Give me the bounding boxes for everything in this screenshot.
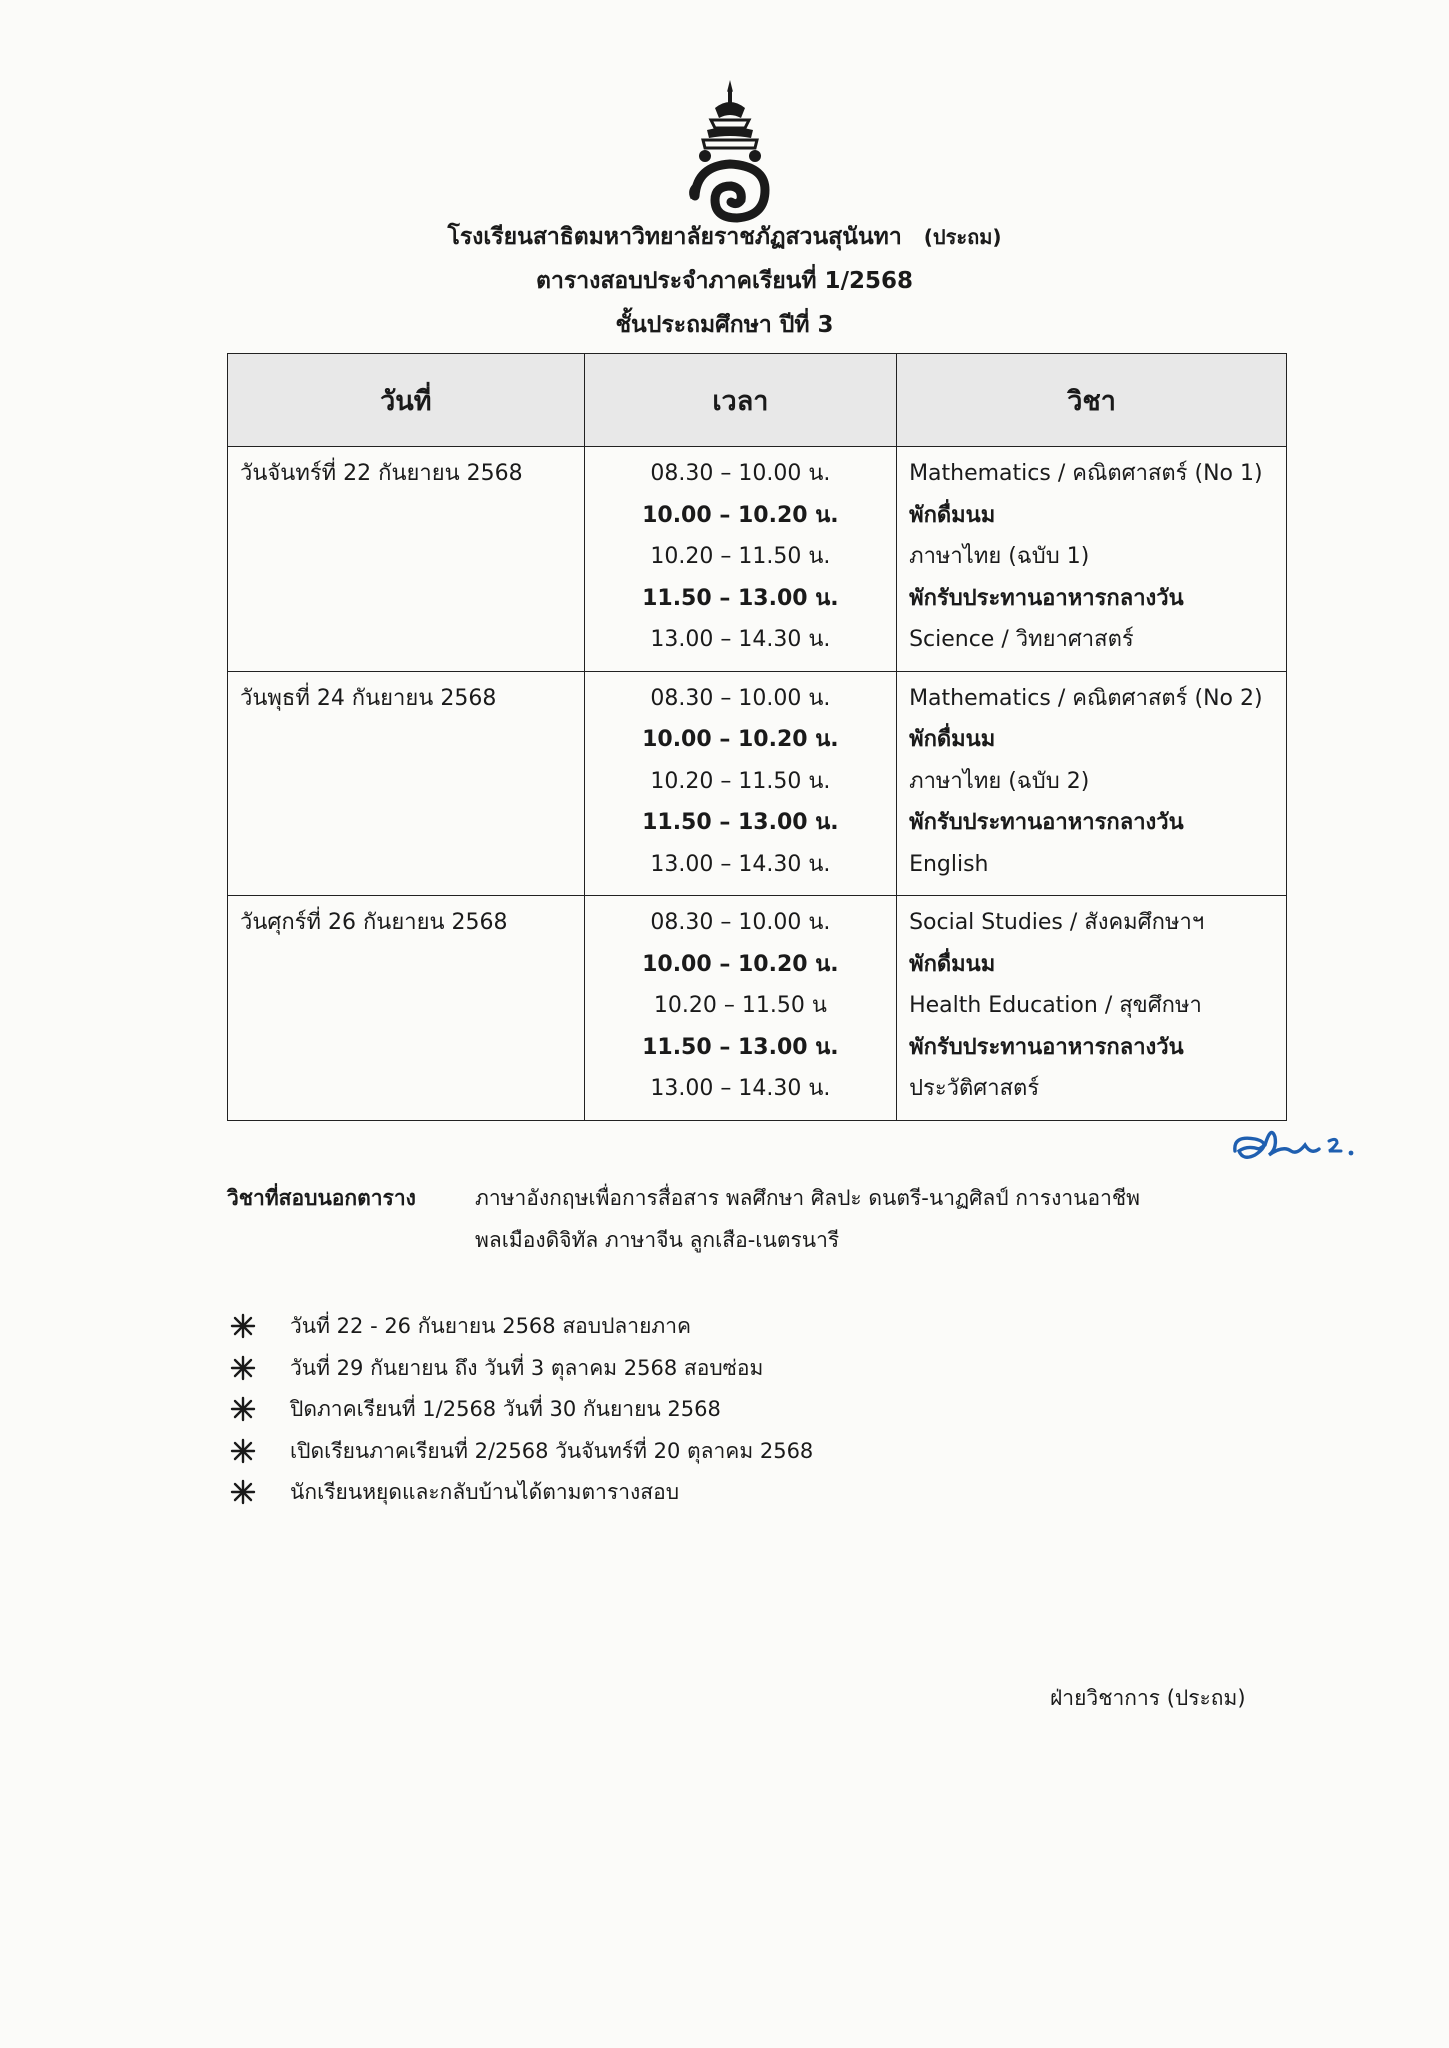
note-text: เปิดเรียนภาคเรียนที่ 2/2568 วันจันทร์ที่ 20 ตุลาคม 2568 bbox=[290, 1438, 814, 1463]
asterisk-star-icon bbox=[230, 1438, 256, 1464]
school-name: โรงเรียนสาธิตมหาวิทยาลัยราชภัฏสวนสุนันทา bbox=[447, 224, 902, 250]
note-text: นักเรียนหยุดและกลับบ้านได้ตามตารางสอบ bbox=[290, 1480, 680, 1504]
time-slots bbox=[584, 671, 896, 896]
time-slots bbox=[584, 896, 896, 1121]
grade-level: ชั้นประถมศึกษา ปีที่ 3 bbox=[615, 312, 834, 338]
time-slot: 08.30 – 10.00 น. bbox=[650, 685, 831, 711]
exam-schedule-table bbox=[227, 353, 1287, 1121]
subject: Science / วิทยาศาสตร์ bbox=[909, 627, 1134, 652]
note-text: วันที่ 22 - 26 กันยายน 2568 สอบปลายภาค bbox=[290, 1314, 692, 1338]
subject-list bbox=[897, 896, 1287, 1121]
column-header-date: วันที่ bbox=[228, 354, 585, 447]
department-name: ฝ่ายวิชาการ (ประถม) bbox=[1050, 1686, 1246, 1710]
time-slot: 10.00 – 10.20 น. bbox=[642, 502, 839, 528]
time-slot: 10.20 – 11.50 น. bbox=[650, 768, 831, 794]
table-row bbox=[228, 671, 1287, 896]
break-label: พักรับประทานอาหารกลางวัน bbox=[909, 810, 1184, 835]
time-slot: 10.00 – 10.20 น. bbox=[642, 727, 839, 752]
subject: ภาษาไทย (ฉบับ 1) bbox=[909, 544, 1090, 569]
break-label: พักรับประทานอาหารกลางวัน bbox=[909, 1034, 1184, 1060]
note-text: ปิดภาคเรียนที่ 1/2568 วันที่ 30 กันยายน 2568 bbox=[290, 1397, 721, 1421]
subject: Mathematics / คณิตศาสตร์ (No 1) bbox=[909, 461, 1263, 486]
asterisk-star-icon bbox=[230, 1313, 256, 1339]
time-slot: 11.50 – 13.00 น. bbox=[642, 1034, 839, 1060]
royal-crest-icon bbox=[685, 78, 775, 228]
subject: English bbox=[909, 851, 989, 877]
subject: ภาษาไทย (ฉบับ 2) bbox=[909, 768, 1090, 794]
off-schedule-line-1: ภาษาอังกฤษเพื่อการสื่อสาร พลศึกษา ศิลปะ ดนตรี-นาฏศิลป์ การงานอาชีพ bbox=[475, 1186, 1140, 1210]
time-slot: 13.00 – 14.30 น. bbox=[650, 627, 831, 652]
subject: ประวัติศาสตร์ bbox=[909, 1076, 1040, 1101]
break-label: พักดื่มนม bbox=[909, 951, 996, 977]
asterisk-star-icon bbox=[230, 1479, 256, 1505]
note-text: วันที่ 29 กันยายน ถึง วันที่ 3 ตุลาคม 2568 สอบซ่อม bbox=[290, 1355, 764, 1380]
break-label: พักดื่มนม bbox=[909, 727, 996, 752]
time-slot: 08.30 – 10.00 น. bbox=[650, 910, 831, 935]
exam-date: วันจันทร์ที่ 22 กันยายน 2568 bbox=[228, 447, 585, 672]
off-schedule-label: วิชาที่สอบนอกตาราง bbox=[227, 1186, 416, 1210]
time-slot: 10.20 – 11.50 น bbox=[653, 993, 827, 1018]
time-slot: 13.00 – 14.30 น. bbox=[650, 1076, 831, 1101]
time-slot: 10.20 – 11.50 น. bbox=[650, 544, 831, 569]
handwritten-signature bbox=[1225, 1115, 1375, 1175]
document-header bbox=[0, 215, 1449, 347]
subject-list bbox=[897, 447, 1287, 672]
time-slots bbox=[584, 447, 896, 672]
subject-list bbox=[897, 671, 1287, 896]
time-slot: 10.00 – 10.20 น. bbox=[642, 951, 839, 977]
subject: Health Education / สุขศึกษา bbox=[909, 993, 1202, 1018]
table-header-row bbox=[228, 354, 1287, 447]
break-label: พักดื่มนม bbox=[909, 502, 996, 528]
column-header-subject: วิชา bbox=[897, 354, 1287, 447]
off-schedule-line-2: พลเมืองดิจิทัล ภาษาจีน ลูกเสือ-เนตรนารี bbox=[475, 1228, 840, 1252]
school-suffix: (ประถม) bbox=[923, 225, 1002, 249]
time-slot: 11.50 – 13.00 น. bbox=[642, 810, 839, 835]
break-label: พักรับประทานอาหารกลางวัน bbox=[909, 585, 1184, 611]
column-header-time: เวลา bbox=[584, 354, 896, 447]
school-name-line bbox=[0, 215, 1449, 259]
table-row bbox=[228, 896, 1287, 1121]
table-row bbox=[228, 447, 1287, 672]
subject: Social Studies / สังคมศึกษาฯ bbox=[909, 910, 1205, 935]
time-slot: 08.30 – 10.00 น. bbox=[650, 461, 831, 486]
asterisk-star-icon bbox=[230, 1355, 256, 1381]
exam-date: วันพุธที่ 24 กันยายน 2568 bbox=[228, 671, 585, 896]
subject: Mathematics / คณิตศาสตร์ (No 2) bbox=[909, 685, 1263, 711]
time-slot: 13.00 – 14.30 น. bbox=[650, 851, 831, 877]
time-slot: 11.50 – 13.00 น. bbox=[642, 585, 839, 611]
asterisk-star-icon bbox=[230, 1396, 256, 1422]
exam-date: วันศุกร์ที่ 26 กันยายน 2568 bbox=[228, 896, 585, 1121]
exam-title: ตารางสอบประจำภาคเรียนที่ 1/2568 bbox=[536, 268, 913, 294]
